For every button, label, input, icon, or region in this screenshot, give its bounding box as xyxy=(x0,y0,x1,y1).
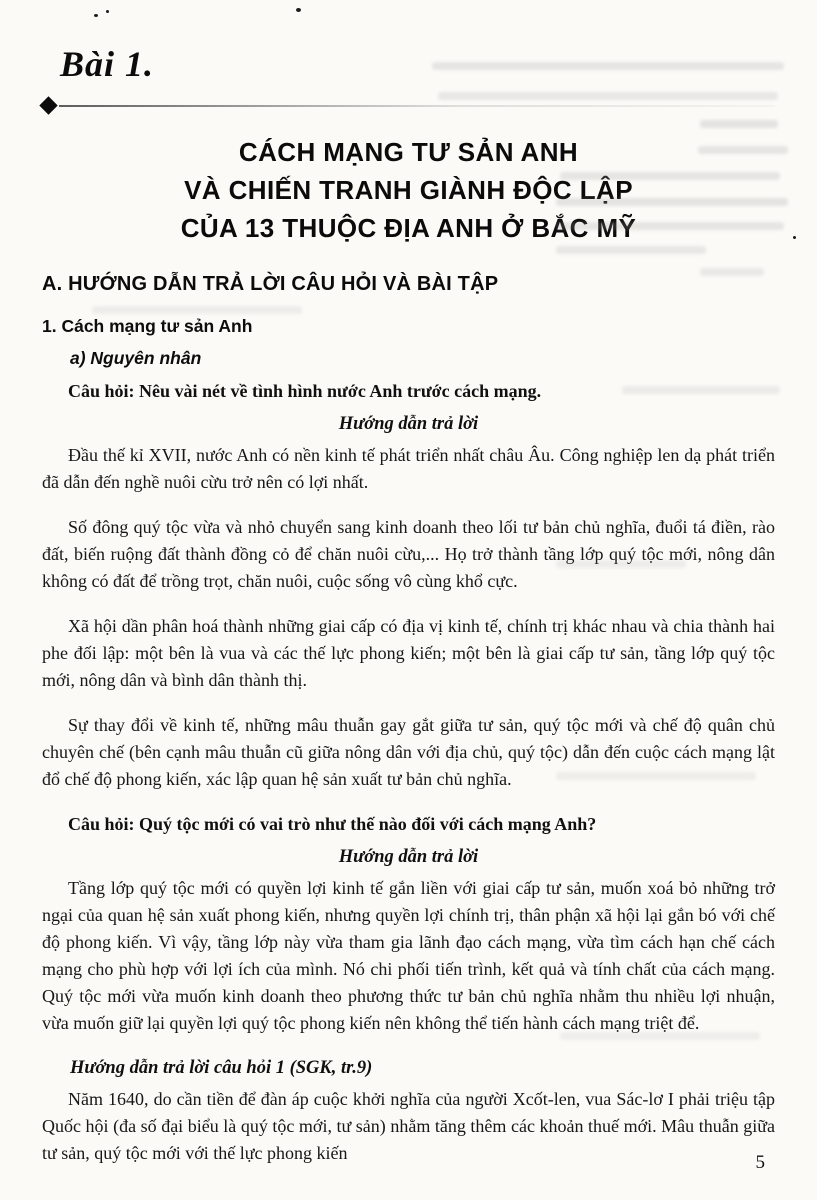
answer-guide-sgk-heading: Hướng dẫn trả lời câu hỏi 1 (SGK, tr.9) xyxy=(70,1058,373,1078)
scan-speck xyxy=(94,14,98,17)
question-2: Câu hỏi: Quý tộc mới có vai trò như thế nào đối với cách mạng Anh? xyxy=(68,814,597,834)
page-title-line-2: VÀ CHIẾN TRANH GIÀNH ĐỘC LẬP xyxy=(184,175,633,205)
page-number: 5 xyxy=(755,1152,765,1173)
diamond-icon xyxy=(39,96,57,114)
scan-speck xyxy=(296,8,301,12)
section-heading-a: A. HƯỚNG DẪN TRẢ LỜI CÂU HỎI VÀ BÀI TẬP xyxy=(42,273,499,295)
question-1: Câu hỏi: Nêu vài nét về tình hình nước Anh trước cách mạng. xyxy=(68,381,542,401)
divider-line xyxy=(59,105,775,107)
paragraph-4: Sự thay đổi về kinh tế, những mâu thuẫn gay gắt giữa tư sản, quý tộc mới và chế độ quân chủ chuyên chế (bên cạnh mâu thuẫn cũ giữa nông dân với địa chủ, quý tộc) dẫn đến cuộc cách mạng lật đổ chế độ phong kiến, xác lập quan hệ sản xuất tư bản chủ nghĩa. xyxy=(42,715,775,789)
bleedthrough-artifact xyxy=(556,246,706,254)
bleedthrough-artifact xyxy=(700,120,778,128)
paragraph-2: Số đông quý tộc vừa và nhỏ chuyển sang kinh doanh theo lối tư bản chủ nghĩa, đuổi tá điền, rào đất, biến ruộng đất thành đồng cỏ để chăn nuôi cừu,... Họ trở thành tầng lớp quý tộc mới, nông dân không có đất để trồng trọt, chăn nuôi, cuộc sống vô cùng khổ cực. xyxy=(42,517,775,591)
bleedthrough-artifact xyxy=(92,306,302,314)
paragraph-5: Tầng lớp quý tộc mới có quyền lợi kinh tế gắn liền với giai cấp tư sản, muốn xoá bỏ những trở ngại của quan hệ sản xuất phong kiến, nhưng quyền lợi chính trị, thân phận xã hội lại gắn bó với chế độ phong kiến. Vì vậy, tầng lớp này vừa tham gia lãnh đạo cách mạng, vừa tìm cách hạn chế cách mạng cho phù hợp với lợi ích của mình. Nó chi phối tiến trình, kết quả và tính chất của cách mạng. Quý tộc mới vừa muốn kinh doanh theo phương thức tư bản chủ nghĩa nhằm thu nhiều lợi nhuận, vừa muốn giữ lại quyền lợi quý tộc phong kiến nên không thể tiến hành cách mạng triệt để. xyxy=(42,878,775,1033)
scan-speck xyxy=(793,236,796,239)
subpoint-heading-a: a) Nguyên nhân xyxy=(70,348,202,368)
page-title-line-3: CỦA 13 THUỘC ĐỊA ANH Ở BẮC MỸ xyxy=(180,213,637,243)
paragraph-6: Năm 1640, do cần tiền để đàn áp cuộc khởi nghĩa của người Xcốt-len, vua Sác-lơ I phải triệu tập Quốc hội (đa số đại biểu là quý tộc mới, tư sản) nhằm tăng thêm các khoản thuế mới. Mâu thuẫn giữa tư sản, quý tộc mới với thế lực phong kiến xyxy=(42,1089,775,1163)
lesson-label: Bài 1. xyxy=(60,44,155,84)
scan-speck xyxy=(106,10,109,13)
paragraph-1: Đầu thế kỉ XVII, nước Anh có nền kinh tế phát triển nhất châu Âu. Công nghiệp len dạ phát triển đã dẫn đến nghề nuôi cừu trở nên có lợi nhất. xyxy=(42,445,775,492)
answer-guide-heading-2: Hướng dẫn trả lời xyxy=(338,847,479,867)
divider-rule xyxy=(42,98,775,113)
paragraph-3: Xã hội dần phân hoá thành những giai cấp có địa vị kinh tế, chính trị khác nhau và chia thành hai phe đối lập: một bên là vua và các thế lực phong kiến; một bên là giai cấp tư sản, tầng lớp quý tộc mới, nông dân và bình dân thành thị. xyxy=(42,616,775,690)
answer-guide-heading-1: Hướng dẫn trả lời xyxy=(338,414,479,434)
page-title xyxy=(42,133,775,247)
page-title-line-1: CÁCH MẠNG TƯ SẢN ANH xyxy=(238,137,579,167)
subsection-heading-1: 1. Cách mạng tư sản Anh xyxy=(42,316,253,336)
